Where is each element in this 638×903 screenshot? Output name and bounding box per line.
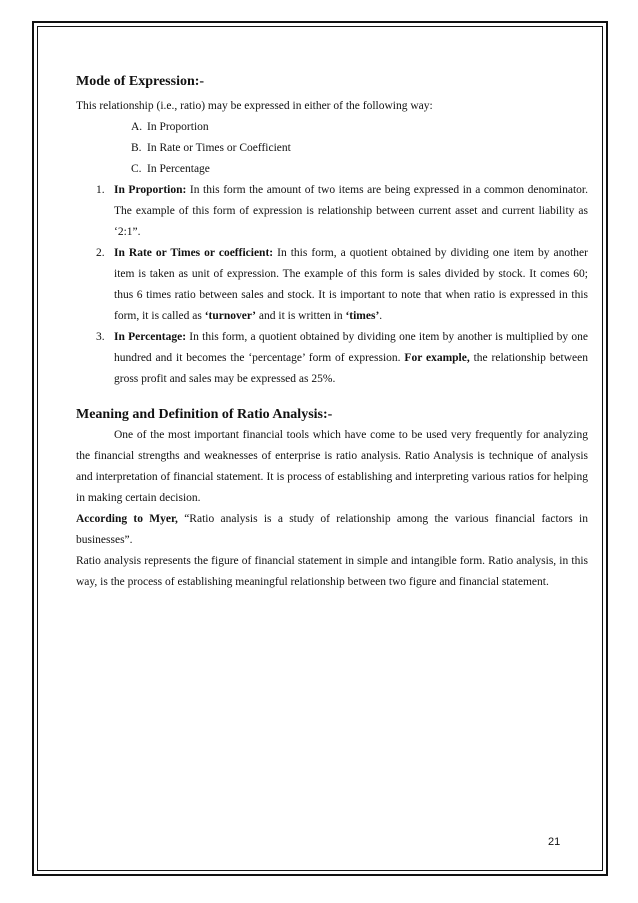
percentage-term: In Percentage: xyxy=(114,331,187,343)
ratio-analysis-summary: Ratio analysis represents the figure of financial statement in simple and intangible form. Ratio analysis, in this way, is the process of establishing meaningful relationship between two figure and financial statement. xyxy=(76,555,588,588)
page-number: 21 xyxy=(548,836,561,848)
option-item: B. In Rate or Times or Coefficient xyxy=(131,142,291,154)
myer-label: According to Myer, xyxy=(76,513,178,525)
rate-item: 2. In Rate or Times or coefficient: In this form, a quotient obtained by dividing one item by another item is taken as unit of expression. The example of this form is sales divided by stock. It comes 60; thus 6 times ratio between sales and stock. It is important to note that when ratio is expressed in this form, it is called as ‘turnover’ and it is written in ‘times’. xyxy=(96,247,588,322)
myer-definition: According to Myer, “Ratio analysis is a study of relationship among the various financial factors in businesses”. xyxy=(76,513,588,546)
page-content xyxy=(76,72,588,593)
proportion-term: In Proportion: xyxy=(114,184,187,196)
expression-details-list xyxy=(76,180,588,390)
percentage-item: 3. In Percentage: In this form, a quotient obtained by dividing one item by another is multiplied by one hundred and it becomes the ‘percentage’ form of expression. For example, the relationship between gross profit and sales may be expressed as 25%. xyxy=(96,331,589,385)
times-term: ‘times’ xyxy=(345,310,380,322)
mode-of-expression-heading: Mode of Expression:- xyxy=(76,74,205,89)
ratio-analysis-paragraph: One of the most important financial tools which have come to be used very frequently for analyzing the financial strengths and weaknesses of enterprise is ratio analysis. Ratio Analysis is technique of analysis and interpretation of financial statement. It is process of establishing and interpreting various ratios for helping in making certain decision. xyxy=(76,429,588,504)
option-item: A. In Proportion xyxy=(131,121,209,133)
proportion-item: 1. In Proportion: In this form the amount of two items are being expressed in a common denominator. The example of this form of expression is relationship between current asset and current liability as ‘2:1”. xyxy=(96,184,589,238)
for-example-term: For example, xyxy=(404,352,470,364)
option-item: C. In Percentage xyxy=(131,163,210,175)
expression-options-list xyxy=(76,117,588,180)
rate-term: In Rate or Times or coefficient: xyxy=(114,247,274,259)
mode-intro: This relationship (i.e., ratio) may be expressed in either of the following way: xyxy=(76,100,433,112)
turnover-term: ‘turnover’ xyxy=(204,310,257,322)
ratio-analysis-heading: Meaning and Definition of Ratio Analysis:- xyxy=(76,407,333,422)
